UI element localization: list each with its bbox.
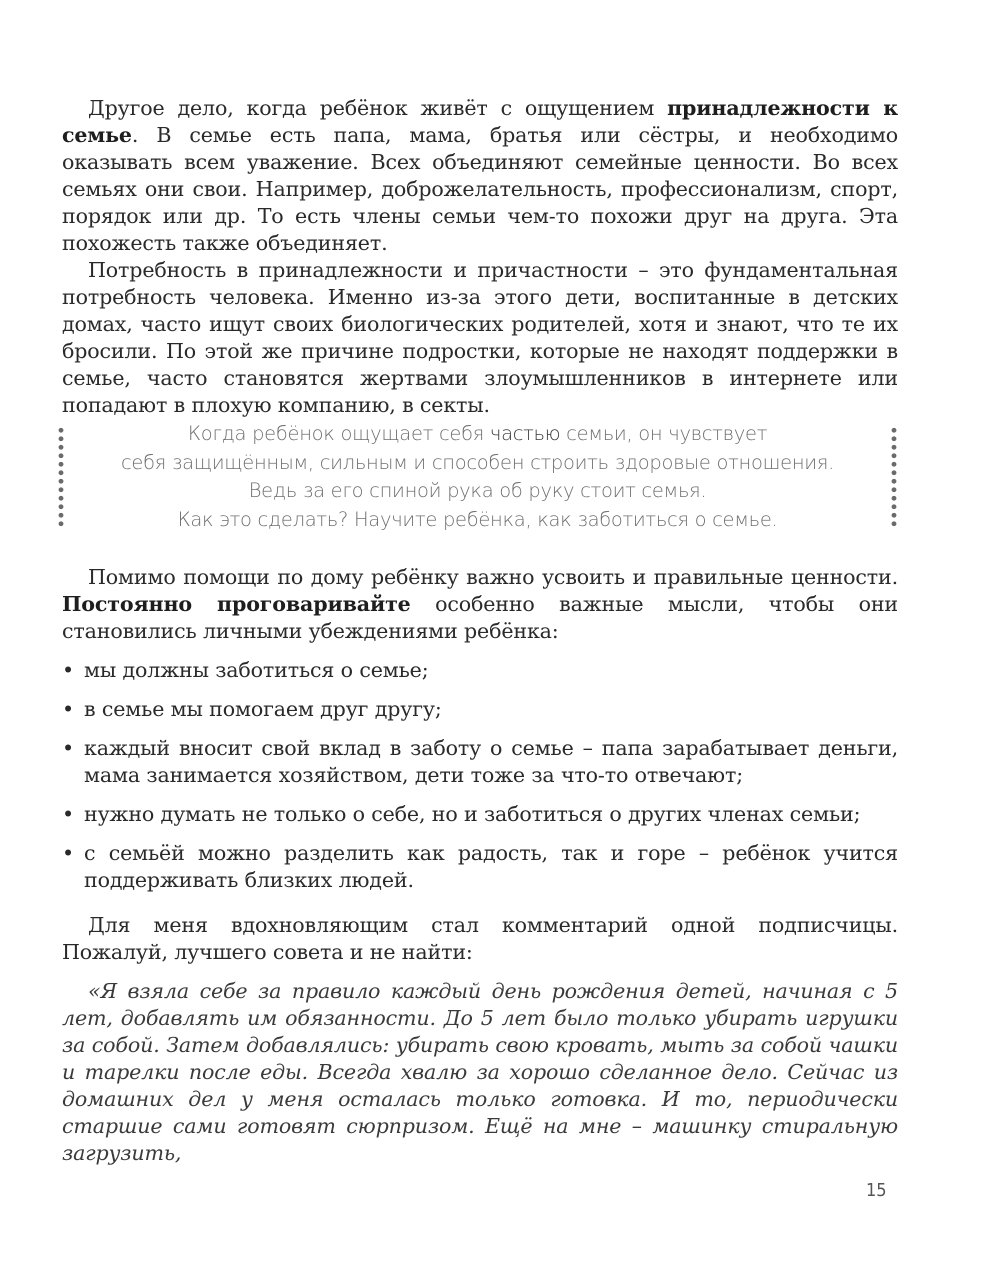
- list-item: • с семьёй можно разделить как радость, так и горе – ребёнок учится поддерживать близких людей.: [62, 840, 898, 894]
- dotted-border-right: [891, 426, 897, 528]
- list-item: • мы должны заботиться о семье;: [62, 657, 898, 684]
- text-block-middle: [62, 564, 898, 906]
- callout-line: [85, 420, 870, 449]
- paragraph-text: . В семье есть папа, мама, братья или сёстры, и необходимо оказывать всем уважение. Всех объединяют семейные ценности. Во всех семьях они свои. Например, доброжелательность, профессионализм, спорт, порядок или др. То есть члены семьи чем-то похожи друг на друга. Эта похожесть также объединяет.: [62, 123, 898, 255]
- dotted-border-left: [58, 426, 64, 528]
- paragraph-values: [62, 564, 898, 645]
- callout-span: Когда ребёнок ощущает себя: [187, 422, 490, 445]
- bold-phrase: Постоянно проговаривайте: [62, 592, 411, 616]
- list-item: • в семье мы помогаем друг другу;: [62, 696, 898, 723]
- callout-line: Ведь за его спиной рука об руку стоит семья.: [248, 479, 707, 502]
- paragraph-inspiration: Для меня вдохновляющим стал комментарий одной подписчицы. Пожалуй, лучшего совета и не найти:: [62, 913, 898, 964]
- values-list: [62, 657, 898, 894]
- paragraph-text: Другое дело, когда ребёнок живёт с ощущением: [88, 96, 668, 120]
- callout-text: [85, 420, 870, 534]
- callout-line: Как это сделать? Научите ребёнка, как заботиться о семье.: [177, 507, 778, 531]
- paragraph-belonging: [62, 95, 898, 257]
- list-item: • каждый вносит свой вклад в заботу о семье – папа зарабатывает деньги, мама занимается хозяйством, дети тоже за что-то отвечают;: [62, 735, 898, 789]
- bold-phrase: принадлежности к семье: [62, 96, 898, 147]
- callout-line: себя защищённым, сильным и способен строить здоровые отношения.: [120, 450, 834, 474]
- page-number: 15: [866, 1180, 887, 1201]
- text-block-bottom: [62, 912, 898, 1167]
- callout-box: [55, 418, 900, 534]
- paragraph-text: особенно важные мысли, чтобы они становились личными убеждениями ребёнка:: [62, 592, 898, 643]
- text-block-top: [62, 95, 898, 419]
- paragraph-text: Помимо помощи по дому ребёнку важно усвоить и правильные ценности.: [88, 565, 898, 589]
- paragraph-need: Потребность в принадлежности и причастности – это фундаментальная потребность человека. Именно из-за этого дети, воспитанные в детских домах, часто ищут своих биологических родителей, хотя и знают, что те их бросили. По этой же причине подростки, которые не находят поддержки в семье, часто становятся жертвами злоумышленников в интернете или попадают в плохую компанию, в секты.: [62, 258, 898, 417]
- subscriber-quote: «Я взяла себе за правило каждый день рождения детей, начиная с 5 лет, добавлять им обязанности. До 5 лет было только убирать игрушки за собой. Затем добавлялись: убирать свою кровать, мыть за собой чашки и тарелки после еды. Всегда хвалю за хорошо сделанное дело. Сейчас из домашних дел у меня осталась только готовка. И то, периодически старшие сами готовят сюрпризом. Ещё на мне – машинку стиральную загрузить,: [62, 979, 898, 1165]
- callout-emphasis: частью: [489, 422, 561, 445]
- callout-span: семьи, он чувствует: [560, 422, 768, 445]
- list-item: • нужно думать не только о себе, но и заботиться о других членах семьи;: [62, 801, 898, 828]
